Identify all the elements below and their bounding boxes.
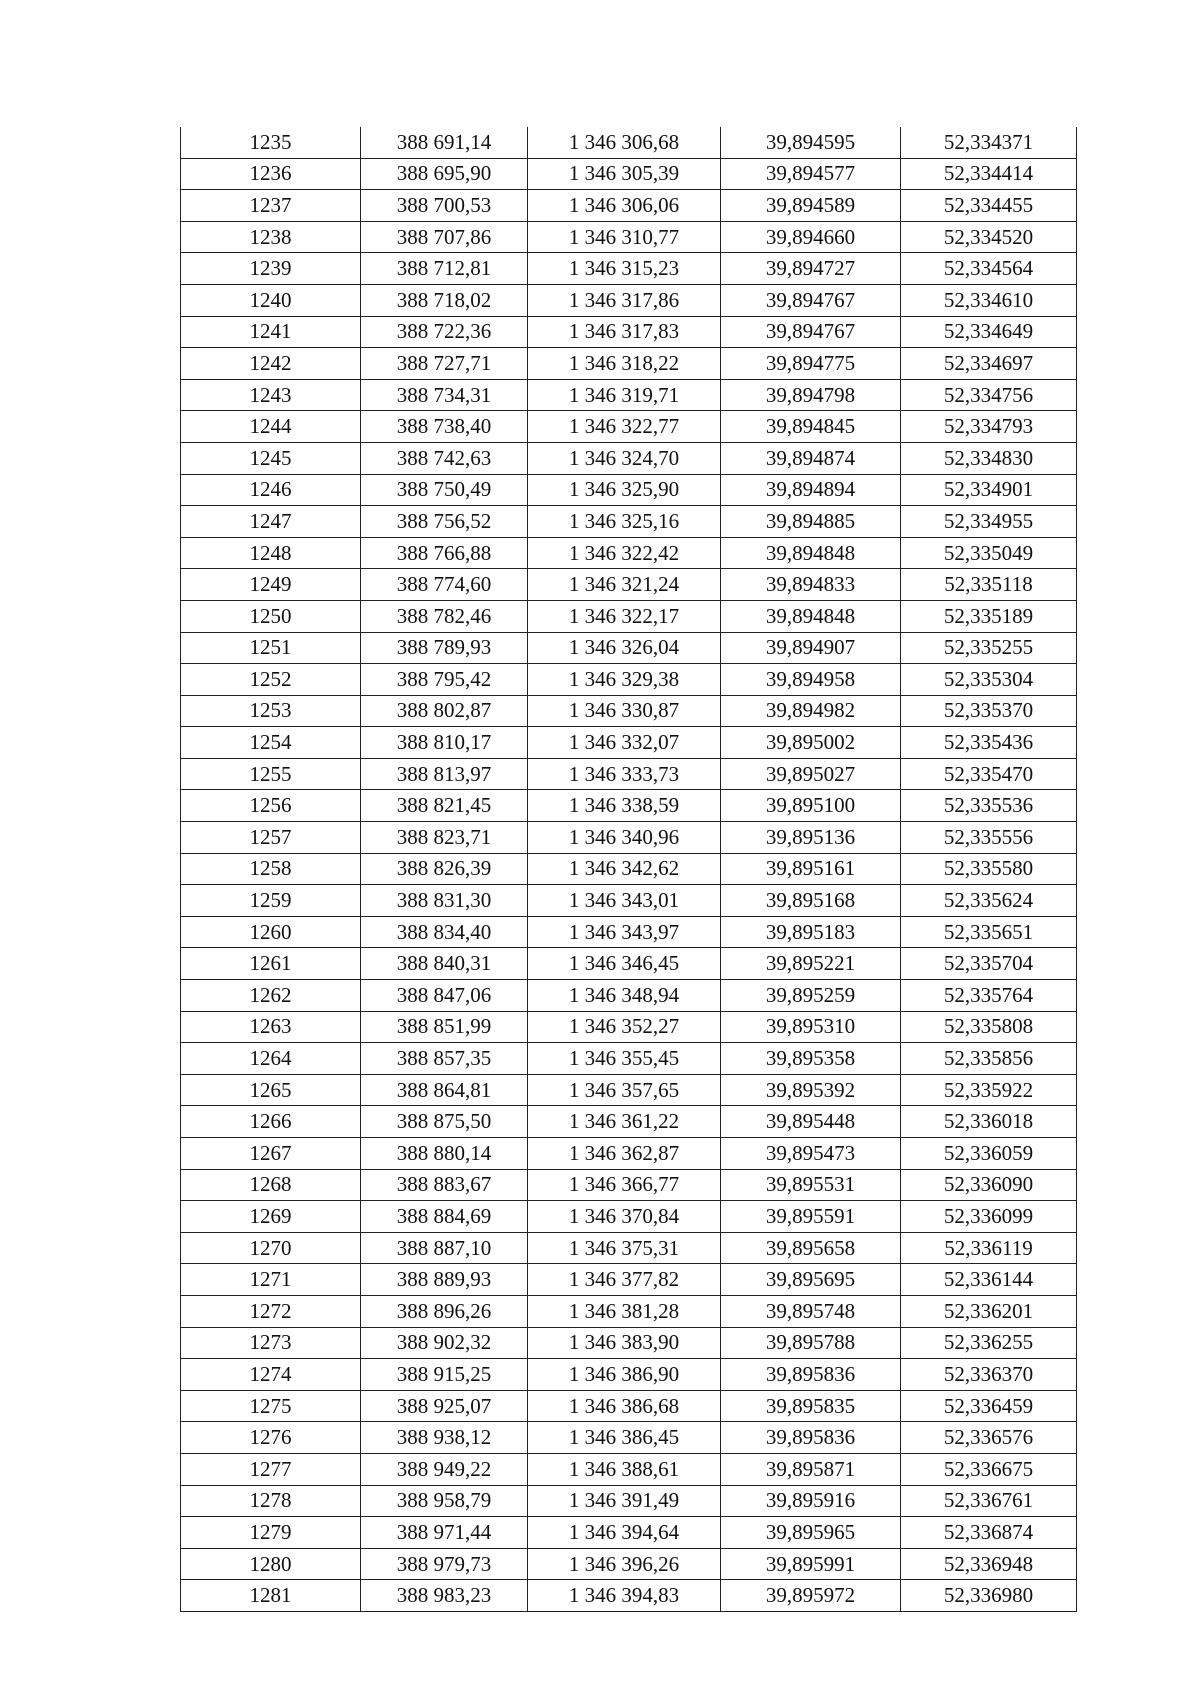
point-number-cell: 1278 — [181, 1485, 361, 1517]
table-row — [181, 379, 1077, 411]
y-coordinate-cell: 1 346 343,01 — [528, 885, 721, 917]
table-row — [181, 1422, 1077, 1454]
latitude-cell: 39,894885 — [721, 506, 901, 538]
point-number-cell: 1265 — [181, 1074, 361, 1106]
y-coordinate-cell: 1 346 343,97 — [528, 916, 721, 948]
longitude-cell: 52,334455 — [901, 190, 1077, 222]
y-coordinate-cell: 1 346 318,22 — [528, 348, 721, 380]
latitude-cell: 39,894727 — [721, 253, 901, 285]
table-row — [181, 1485, 1077, 1517]
table-row — [181, 727, 1077, 759]
x-coordinate-cell: 388 727,71 — [361, 348, 528, 380]
longitude-cell: 52,336201 — [901, 1295, 1077, 1327]
latitude-cell: 39,895916 — [721, 1485, 901, 1517]
table-row — [181, 537, 1077, 569]
longitude-cell: 52,334414 — [901, 158, 1077, 190]
x-coordinate-cell: 388 896,26 — [361, 1295, 528, 1327]
point-number-cell: 1262 — [181, 980, 361, 1012]
longitude-cell: 52,335304 — [901, 664, 1077, 696]
latitude-cell: 39,894848 — [721, 600, 901, 632]
y-coordinate-cell: 1 346 319,71 — [528, 379, 721, 411]
point-number-cell: 1251 — [181, 632, 361, 664]
x-coordinate-cell: 388 915,25 — [361, 1359, 528, 1391]
table-row — [181, 1138, 1077, 1170]
longitude-cell: 52,334520 — [901, 221, 1077, 253]
y-coordinate-cell: 1 346 355,45 — [528, 1043, 721, 1075]
table-row — [181, 980, 1077, 1012]
table-row — [181, 316, 1077, 348]
table-row — [181, 1295, 1077, 1327]
point-number-cell: 1253 — [181, 695, 361, 727]
latitude-cell: 39,895392 — [721, 1074, 901, 1106]
point-number-cell: 1250 — [181, 600, 361, 632]
table-row — [181, 1390, 1077, 1422]
table-row — [181, 442, 1077, 474]
y-coordinate-cell: 1 346 306,68 — [528, 127, 721, 158]
y-coordinate-cell: 1 346 346,45 — [528, 948, 721, 980]
point-number-cell: 1279 — [181, 1517, 361, 1549]
y-coordinate-cell: 1 346 317,83 — [528, 316, 721, 348]
latitude-cell: 39,894577 — [721, 158, 901, 190]
longitude-cell: 52,336459 — [901, 1390, 1077, 1422]
point-number-cell: 1270 — [181, 1232, 361, 1264]
y-coordinate-cell: 1 346 310,77 — [528, 221, 721, 253]
y-coordinate-cell: 1 346 306,06 — [528, 190, 721, 222]
x-coordinate-cell: 388 766,88 — [361, 537, 528, 569]
table-row — [181, 1043, 1077, 1075]
x-coordinate-cell: 388 810,17 — [361, 727, 528, 759]
latitude-cell: 39,894595 — [721, 127, 901, 158]
y-coordinate-cell: 1 346 330,87 — [528, 695, 721, 727]
x-coordinate-cell: 388 738,40 — [361, 411, 528, 443]
longitude-cell: 52,334610 — [901, 284, 1077, 316]
point-number-cell: 1244 — [181, 411, 361, 443]
y-coordinate-cell: 1 346 357,65 — [528, 1074, 721, 1106]
latitude-cell: 39,895991 — [721, 1548, 901, 1580]
longitude-cell: 52,334830 — [901, 442, 1077, 474]
point-number-cell: 1237 — [181, 190, 361, 222]
longitude-cell: 52,335556 — [901, 822, 1077, 854]
x-coordinate-cell: 388 813,97 — [361, 758, 528, 790]
longitude-cell: 52,335189 — [901, 600, 1077, 632]
longitude-cell: 52,335856 — [901, 1043, 1077, 1075]
longitude-cell: 52,336675 — [901, 1453, 1077, 1485]
latitude-cell: 39,895972 — [721, 1580, 901, 1612]
point-number-cell: 1236 — [181, 158, 361, 190]
longitude-cell: 52,334649 — [901, 316, 1077, 348]
y-coordinate-cell: 1 346 324,70 — [528, 442, 721, 474]
latitude-cell: 39,895161 — [721, 853, 901, 885]
x-coordinate-cell: 388 756,52 — [361, 506, 528, 538]
x-coordinate-cell: 388 958,79 — [361, 1485, 528, 1517]
y-coordinate-cell: 1 346 338,59 — [528, 790, 721, 822]
y-coordinate-cell: 1 346 361,22 — [528, 1106, 721, 1138]
longitude-cell: 52,336948 — [901, 1548, 1077, 1580]
latitude-cell: 39,894848 — [721, 537, 901, 569]
table-row — [181, 127, 1077, 158]
table-row — [181, 853, 1077, 885]
y-coordinate-cell: 1 346 370,84 — [528, 1201, 721, 1233]
point-number-cell: 1266 — [181, 1106, 361, 1138]
table-row — [181, 1580, 1077, 1612]
longitude-cell: 52,335580 — [901, 853, 1077, 885]
longitude-cell: 52,336099 — [901, 1201, 1077, 1233]
latitude-cell: 39,894589 — [721, 190, 901, 222]
point-number-cell: 1280 — [181, 1548, 361, 1580]
table-row — [181, 190, 1077, 222]
point-number-cell: 1241 — [181, 316, 361, 348]
point-number-cell: 1240 — [181, 284, 361, 316]
longitude-cell: 52,336980 — [901, 1580, 1077, 1612]
x-coordinate-cell: 388 883,67 — [361, 1169, 528, 1201]
latitude-cell: 39,894767 — [721, 316, 901, 348]
point-number-cell: 1238 — [181, 221, 361, 253]
longitude-cell: 52,336370 — [901, 1359, 1077, 1391]
x-coordinate-cell: 388 722,36 — [361, 316, 528, 348]
point-number-cell: 1274 — [181, 1359, 361, 1391]
longitude-cell: 52,334756 — [901, 379, 1077, 411]
table-row — [181, 1327, 1077, 1359]
table-row — [181, 284, 1077, 316]
y-coordinate-cell: 1 346 381,28 — [528, 1295, 721, 1327]
longitude-cell: 52,334371 — [901, 127, 1077, 158]
y-coordinate-cell: 1 346 377,82 — [528, 1264, 721, 1296]
point-number-cell: 1276 — [181, 1422, 361, 1454]
point-number-cell: 1254 — [181, 727, 361, 759]
longitude-cell: 52,335922 — [901, 1074, 1077, 1106]
longitude-cell: 52,336090 — [901, 1169, 1077, 1201]
y-coordinate-cell: 1 346 315,23 — [528, 253, 721, 285]
latitude-cell: 39,895027 — [721, 758, 901, 790]
longitude-cell: 52,336255 — [901, 1327, 1077, 1359]
y-coordinate-cell: 1 346 394,64 — [528, 1517, 721, 1549]
x-coordinate-cell: 388 887,10 — [361, 1232, 528, 1264]
point-number-cell: 1246 — [181, 474, 361, 506]
latitude-cell: 39,895448 — [721, 1106, 901, 1138]
longitude-cell: 52,335255 — [901, 632, 1077, 664]
x-coordinate-cell: 388 795,42 — [361, 664, 528, 696]
table-row — [181, 1201, 1077, 1233]
x-coordinate-cell: 388 782,46 — [361, 600, 528, 632]
point-number-cell: 1261 — [181, 948, 361, 980]
point-number-cell: 1248 — [181, 537, 361, 569]
y-coordinate-cell: 1 346 386,68 — [528, 1390, 721, 1422]
x-coordinate-cell: 388 718,02 — [361, 284, 528, 316]
x-coordinate-cell: 388 851,99 — [361, 1011, 528, 1043]
latitude-cell: 39,894660 — [721, 221, 901, 253]
y-coordinate-cell: 1 346 375,31 — [528, 1232, 721, 1264]
point-number-cell: 1273 — [181, 1327, 361, 1359]
y-coordinate-cell: 1 346 362,87 — [528, 1138, 721, 1170]
point-number-cell: 1243 — [181, 379, 361, 411]
longitude-cell: 52,335764 — [901, 980, 1077, 1012]
latitude-cell: 39,895168 — [721, 885, 901, 917]
x-coordinate-cell: 388 971,44 — [361, 1517, 528, 1549]
longitude-cell: 52,334697 — [901, 348, 1077, 380]
latitude-cell: 39,895871 — [721, 1453, 901, 1485]
latitude-cell: 39,895965 — [721, 1517, 901, 1549]
latitude-cell: 39,895136 — [721, 822, 901, 854]
x-coordinate-cell: 388 925,07 — [361, 1390, 528, 1422]
x-coordinate-cell: 388 889,93 — [361, 1264, 528, 1296]
x-coordinate-cell: 388 802,87 — [361, 695, 528, 727]
latitude-cell: 39,895835 — [721, 1390, 901, 1422]
latitude-cell: 39,895100 — [721, 790, 901, 822]
latitude-cell: 39,895695 — [721, 1264, 901, 1296]
table-row — [181, 822, 1077, 854]
latitude-cell: 39,895002 — [721, 727, 901, 759]
longitude-cell: 52,335536 — [901, 790, 1077, 822]
point-number-cell: 1272 — [181, 1295, 361, 1327]
latitude-cell: 39,894907 — [721, 632, 901, 664]
y-coordinate-cell: 1 346 386,45 — [528, 1422, 721, 1454]
point-number-cell: 1259 — [181, 885, 361, 917]
x-coordinate-cell: 388 750,49 — [361, 474, 528, 506]
y-coordinate-cell: 1 346 383,90 — [528, 1327, 721, 1359]
longitude-cell: 52,334564 — [901, 253, 1077, 285]
latitude-cell: 39,894767 — [721, 284, 901, 316]
latitude-cell: 39,894874 — [721, 442, 901, 474]
latitude-cell: 39,895221 — [721, 948, 901, 980]
latitude-cell: 39,895531 — [721, 1169, 901, 1201]
x-coordinate-cell: 388 840,31 — [361, 948, 528, 980]
longitude-cell: 52,336874 — [901, 1517, 1077, 1549]
y-coordinate-cell: 1 346 391,49 — [528, 1485, 721, 1517]
longitude-cell: 52,335704 — [901, 948, 1077, 980]
table-row — [181, 158, 1077, 190]
latitude-cell: 39,894833 — [721, 569, 901, 601]
x-coordinate-cell: 388 938,12 — [361, 1422, 528, 1454]
y-coordinate-cell: 1 346 333,73 — [528, 758, 721, 790]
y-coordinate-cell: 1 346 394,83 — [528, 1580, 721, 1612]
longitude-cell: 52,336119 — [901, 1232, 1077, 1264]
point-number-cell: 1239 — [181, 253, 361, 285]
y-coordinate-cell: 1 346 322,42 — [528, 537, 721, 569]
point-number-cell: 1260 — [181, 916, 361, 948]
x-coordinate-cell: 388 831,30 — [361, 885, 528, 917]
table-row — [181, 1548, 1077, 1580]
point-number-cell: 1235 — [181, 127, 361, 158]
x-coordinate-cell: 388 884,69 — [361, 1201, 528, 1233]
table-row — [181, 1517, 1077, 1549]
table-row — [181, 600, 1077, 632]
x-coordinate-cell: 388 695,90 — [361, 158, 528, 190]
point-number-cell: 1277 — [181, 1453, 361, 1485]
table-row — [181, 1074, 1077, 1106]
x-coordinate-cell: 388 742,63 — [361, 442, 528, 474]
point-number-cell: 1256 — [181, 790, 361, 822]
x-coordinate-cell: 388 857,35 — [361, 1043, 528, 1075]
longitude-cell: 52,335118 — [901, 569, 1077, 601]
latitude-cell: 39,895748 — [721, 1295, 901, 1327]
longitude-cell: 52,334955 — [901, 506, 1077, 538]
latitude-cell: 39,894775 — [721, 348, 901, 380]
latitude-cell: 39,894958 — [721, 664, 901, 696]
longitude-cell: 52,335651 — [901, 916, 1077, 948]
longitude-cell: 52,335470 — [901, 758, 1077, 790]
y-coordinate-cell: 1 346 329,38 — [528, 664, 721, 696]
x-coordinate-cell: 388 949,22 — [361, 1453, 528, 1485]
x-coordinate-cell: 388 789,93 — [361, 632, 528, 664]
point-number-cell: 1255 — [181, 758, 361, 790]
longitude-cell: 52,335370 — [901, 695, 1077, 727]
x-coordinate-cell: 388 880,14 — [361, 1138, 528, 1170]
table-row — [181, 790, 1077, 822]
y-coordinate-cell: 1 346 386,90 — [528, 1359, 721, 1391]
point-number-cell: 1264 — [181, 1043, 361, 1075]
table-row — [181, 348, 1077, 380]
point-number-cell: 1258 — [181, 853, 361, 885]
table-row — [181, 1011, 1077, 1043]
table-row — [181, 885, 1077, 917]
latitude-cell: 39,895658 — [721, 1232, 901, 1264]
y-coordinate-cell: 1 346 326,04 — [528, 632, 721, 664]
x-coordinate-cell: 388 700,53 — [361, 190, 528, 222]
table-row — [181, 1264, 1077, 1296]
y-coordinate-cell: 1 346 388,61 — [528, 1453, 721, 1485]
x-coordinate-cell: 388 691,14 — [361, 127, 528, 158]
latitude-cell: 39,894845 — [721, 411, 901, 443]
table-row — [181, 916, 1077, 948]
x-coordinate-cell: 388 707,86 — [361, 221, 528, 253]
table-row — [181, 1106, 1077, 1138]
longitude-cell: 52,335624 — [901, 885, 1077, 917]
point-number-cell: 1267 — [181, 1138, 361, 1170]
table-row — [181, 758, 1077, 790]
latitude-cell: 39,895259 — [721, 980, 901, 1012]
x-coordinate-cell: 388 823,71 — [361, 822, 528, 854]
point-number-cell: 1281 — [181, 1580, 361, 1612]
point-number-cell: 1257 — [181, 822, 361, 854]
table-row — [181, 474, 1077, 506]
table-row — [181, 1453, 1077, 1485]
y-coordinate-cell: 1 346 322,77 — [528, 411, 721, 443]
table-row — [181, 411, 1077, 443]
table-row — [181, 506, 1077, 538]
table-row — [181, 948, 1077, 980]
x-coordinate-cell: 388 834,40 — [361, 916, 528, 948]
point-number-cell: 1268 — [181, 1169, 361, 1201]
longitude-cell: 52,335436 — [901, 727, 1077, 759]
point-number-cell: 1269 — [181, 1201, 361, 1233]
y-coordinate-cell: 1 346 332,07 — [528, 727, 721, 759]
latitude-cell: 39,894982 — [721, 695, 901, 727]
latitude-cell: 39,895836 — [721, 1359, 901, 1391]
longitude-cell: 52,336144 — [901, 1264, 1077, 1296]
latitude-cell: 39,895788 — [721, 1327, 901, 1359]
table-row — [181, 1232, 1077, 1264]
x-coordinate-cell: 388 734,31 — [361, 379, 528, 411]
latitude-cell: 39,895591 — [721, 1201, 901, 1233]
table-row — [181, 221, 1077, 253]
point-number-cell: 1249 — [181, 569, 361, 601]
point-number-cell: 1275 — [181, 1390, 361, 1422]
y-coordinate-cell: 1 346 325,90 — [528, 474, 721, 506]
latitude-cell: 39,895310 — [721, 1011, 901, 1043]
y-coordinate-cell: 1 346 317,86 — [528, 284, 721, 316]
y-coordinate-cell: 1 346 396,26 — [528, 1548, 721, 1580]
x-coordinate-cell: 388 712,81 — [361, 253, 528, 285]
y-coordinate-cell: 1 346 342,62 — [528, 853, 721, 885]
longitude-cell: 52,336018 — [901, 1106, 1077, 1138]
y-coordinate-cell: 1 346 340,96 — [528, 822, 721, 854]
latitude-cell: 39,895183 — [721, 916, 901, 948]
x-coordinate-cell: 388 821,45 — [361, 790, 528, 822]
latitude-cell: 39,895473 — [721, 1138, 901, 1170]
coordinates-table-body — [181, 127, 1077, 1611]
latitude-cell: 39,895358 — [721, 1043, 901, 1075]
table-row — [181, 1169, 1077, 1201]
latitude-cell: 39,895836 — [721, 1422, 901, 1454]
longitude-cell: 52,334901 — [901, 474, 1077, 506]
x-coordinate-cell: 388 847,06 — [361, 980, 528, 1012]
longitude-cell: 52,335808 — [901, 1011, 1077, 1043]
point-number-cell: 1252 — [181, 664, 361, 696]
y-coordinate-cell: 1 346 348,94 — [528, 980, 721, 1012]
table-row — [181, 569, 1077, 601]
y-coordinate-cell: 1 346 352,27 — [528, 1011, 721, 1043]
table-row — [181, 664, 1077, 696]
latitude-cell: 39,894798 — [721, 379, 901, 411]
x-coordinate-cell: 388 826,39 — [361, 853, 528, 885]
point-number-cell: 1245 — [181, 442, 361, 474]
point-number-cell: 1242 — [181, 348, 361, 380]
longitude-cell: 52,336761 — [901, 1485, 1077, 1517]
y-coordinate-cell: 1 346 305,39 — [528, 158, 721, 190]
point-number-cell: 1263 — [181, 1011, 361, 1043]
x-coordinate-cell: 388 902,32 — [361, 1327, 528, 1359]
longitude-cell: 52,334793 — [901, 411, 1077, 443]
x-coordinate-cell: 388 774,60 — [361, 569, 528, 601]
table-row — [181, 695, 1077, 727]
y-coordinate-cell: 1 346 321,24 — [528, 569, 721, 601]
x-coordinate-cell: 388 979,73 — [361, 1548, 528, 1580]
x-coordinate-cell: 388 983,23 — [361, 1580, 528, 1612]
table-row — [181, 1359, 1077, 1391]
coordinates-table — [180, 127, 1077, 1612]
table-row — [181, 253, 1077, 285]
latitude-cell: 39,894894 — [721, 474, 901, 506]
x-coordinate-cell: 388 864,81 — [361, 1074, 528, 1106]
longitude-cell: 52,335049 — [901, 537, 1077, 569]
point-number-cell: 1271 — [181, 1264, 361, 1296]
longitude-cell: 52,336059 — [901, 1138, 1077, 1170]
table-row — [181, 632, 1077, 664]
y-coordinate-cell: 1 346 322,17 — [528, 600, 721, 632]
longitude-cell: 52,336576 — [901, 1422, 1077, 1454]
x-coordinate-cell: 388 875,50 — [361, 1106, 528, 1138]
point-number-cell: 1247 — [181, 506, 361, 538]
y-coordinate-cell: 1 346 325,16 — [528, 506, 721, 538]
y-coordinate-cell: 1 346 366,77 — [528, 1169, 721, 1201]
